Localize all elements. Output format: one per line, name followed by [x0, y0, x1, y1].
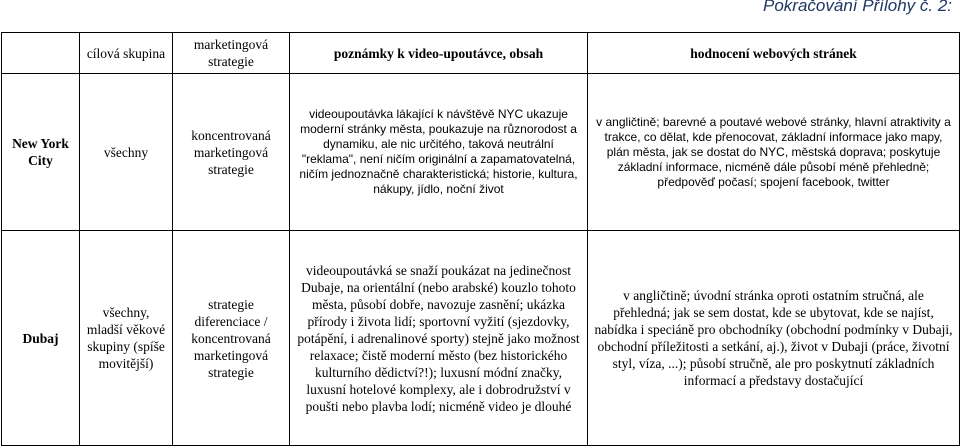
header-video-notes: poznámky k video-upoutávce, obsah: [290, 33, 588, 74]
row-strategy: strategie diferenciace / koncentrovaná marketingová strategie: [173, 231, 290, 446]
row-web-rating: v angličtině; úvodní stránka oproti ostatním stručná, ale přehledná; jak se sem dostat, kde se ubytovat, kde se najíst, nabídka i speciáně pro obchodníky (obchodní podmínky v Dubaji, obchodní příležitosti a setkání, aj.), život v Dubaji (práce, životní styl, víza, ...); působí stručně, ale pro poskytnutí základních informací a představy dostačující: [588, 231, 960, 446]
row-target-group: všechny, mladší věkové skupiny (spíše movitější): [80, 231, 173, 446]
comparison-table: [1, 32, 960, 446]
header-marketing-strategy: marketingová strategie: [173, 33, 290, 74]
row-target-group: všechny: [80, 74, 173, 231]
header-empty-cell: [2, 33, 80, 74]
table-row: [2, 231, 960, 446]
header-target-group: cílová skupina: [80, 33, 173, 74]
table-row: [2, 74, 960, 231]
row-city-name: Dubaj: [2, 231, 80, 446]
header-web-rating: hodnocení webových stránek: [588, 33, 960, 74]
row-city-name: New York City: [2, 74, 80, 231]
row-video-notes: videoupoutávká se snaží poukázat na jedinečnost Dubaje, na orientální (nebo arabské) kouzlo tohoto města, působí dobře, navozuje zasnění; ukázka přírody i života lidí; sportovní vyžití (sjezdovky, potápění, i adrenalinové sporty) stejně jako možnost relaxace; čistě moderní město (bez historického kulturního dědictví?!); luxusní módní značky, luxusní hotelové komplexy, ale i dobrodružství v poušti nebo plavba lodí; nicméně video je dlouhé: [290, 231, 588, 446]
row-web-rating: v angličtině; barevné a poutavé webové stránky, hlavní atraktivity a trakce, co dělat, kde přenocovat, základní informace jako mapy, plán města, jak se dostat do NYC, městská doprava; poskytuje základní informace, nicméně dále působí méně přehledně; předpověď počasí; spojení facebook, twitter: [588, 74, 960, 231]
row-strategy: koncentrovaná marketingová strategie: [173, 74, 290, 231]
table-header-row: [2, 33, 960, 74]
row-video-notes: videoupoutávka lákající k návštěvě NYC ukazuje moderní stránky města, poukazuje na různorodost a dynamiku, ale nic určitého, taková neutrální "reklama", není ničím originální a zapamatovatelná, ničím jednoznačně charakteristická; historie, kultura, nákupy, jídlo, noční život: [290, 74, 588, 231]
page-title: Pokračování Přílohy č. 2:: [763, 0, 952, 15]
